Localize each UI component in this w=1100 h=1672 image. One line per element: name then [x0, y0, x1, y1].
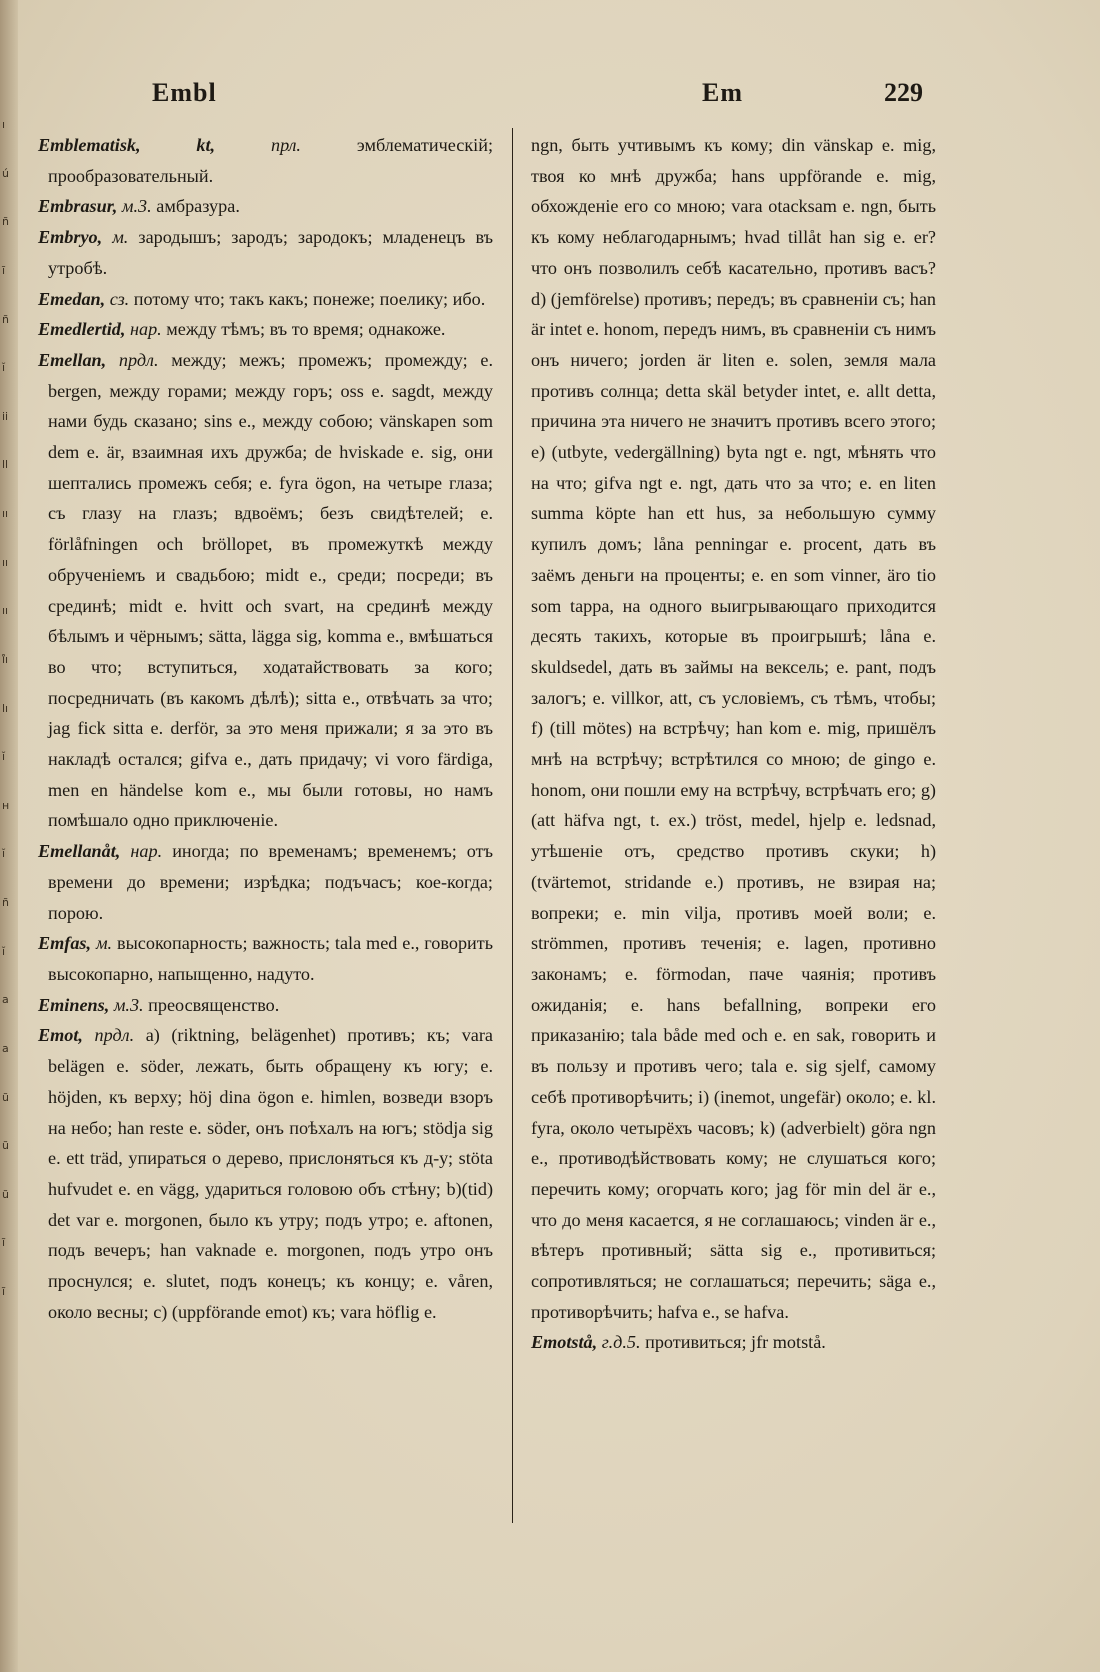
margin-mark: ũ: [2, 1139, 9, 1153]
dictionary-entry: [38, 314, 493, 345]
dictionary-entry: [38, 191, 493, 222]
dictionary-entry: [531, 1327, 936, 1358]
margin-mark: ñ: [2, 312, 9, 326]
entry-definition: амбразура.: [156, 196, 240, 217]
margin-mark: н: [2, 798, 10, 812]
margin-mark: ũ: [2, 1090, 9, 1104]
dictionary-entry: [38, 1020, 493, 1327]
dictionary-entry: [38, 990, 493, 1021]
entry-part-of-speech: м.3.: [113, 994, 144, 1015]
margin-mark: ĭ: [2, 750, 6, 764]
margin-mark: a: [2, 993, 9, 1007]
entry-definition: высокопарность; важность; tala med e., говорить высокопарно, напыщенно, надуто.: [48, 933, 494, 984]
margin-mark: ii: [2, 409, 9, 423]
entry-part-of-speech: нар.: [130, 841, 163, 862]
entry-headword: Emedlertid,: [38, 319, 126, 340]
dictionary-entry: [38, 284, 493, 315]
entry-headword: Embryo,: [38, 227, 103, 248]
margin-mark: ĩ: [2, 1236, 6, 1250]
margin-mark: ĩ: [2, 1285, 6, 1298]
margin-mark: a: [2, 1041, 9, 1055]
header-right-guide: Em: [702, 78, 743, 107]
dictionary-entry: [38, 928, 493, 989]
margin-mark: ll: [2, 458, 9, 472]
margin-mark: ı: [2, 118, 6, 131]
page-number: 229: [884, 78, 923, 107]
margin-mark: ıı: [2, 604, 9, 618]
entry-definition: a) (riktning, belägenhet) противъ; къ; vara belägen e. söder, лежать, быть обращену къ югу; e. höjden, къ верху; höj dina ögon e. himlen, возведи взоръ на небо; han reste e. söder, онъ поѣхалъ на югъ; stödja sig e. ett träd, упираться о дерево, прислоняться къ д-у; stöta hufvudet e. en vägg, удариться головою объ стѣну; b)(tid) det var e. morgonen, было къ утру; подъ утро; e. aftonen, подъ вечеръ; han vaknade e. morgonen, подъ утро онъ проснулся; e. slutet, подъ конецъ; къ концу; e. våren, около весны; c) (uppförande emot) къ; vara höflig e.: [48, 1025, 494, 1322]
entry-headword: Emfas,: [38, 933, 92, 954]
margin-mark: ī: [2, 263, 6, 277]
margin-mark: ıı: [2, 555, 9, 569]
column-divider: [512, 128, 513, 1523]
entry-headword: Eminens,: [38, 994, 110, 1015]
left-column: [38, 130, 493, 1327]
entry-definition: иногда; по временамъ; временемъ; отъ времени до времени; изрѣдка; подъчасъ; коe-когда; порою.: [48, 841, 494, 923]
margin-mark: lı: [2, 701, 9, 715]
margin-mark: ĭ: [2, 944, 6, 958]
entry-headword: Emedan,: [38, 288, 106, 309]
entry-headword: Emellan,: [38, 349, 107, 370]
margin-marks: [2, 118, 18, 1298]
margin-mark: ı̊ı: [2, 652, 9, 666]
entry-part-of-speech: м.3.: [121, 196, 152, 217]
entry-part-of-speech: прдл.: [118, 349, 159, 370]
entry-continuation: ngn, быть учтивымъ къ кому; din vänskap e. mig, твоя ко мнѣ дружба; hans uppförande e. mig, обхожденіе его со мною; vara otacksam e. ngn, быть къ кому неблагодарнымъ; hvad tillåt han sig e. er? что онъ позволилъ себѣ касательно, противъ васъ? d) (jemförelse) противъ; передъ; въ сравненіи съ; han är intet e. honom, передъ нимъ, въ сравненіи съ нимъ онъ ничего; jorden är liten e. solen, земля мала противъ солнца; detta skäl betyder intet, e. allt detta, причина эта ничего не значитъ противъ всего этого; e) (utbyte, vedergällning) byta ngt e. ngt, мѣнять что на что; gifva ngt e. ngt, дать что за что; e. en liten summa köpte han ett hus, за небольшую сумму купилъ домъ; låna penningar e. procent, дать въ заёмъ деньги на проценты; e. en som vinner, äro tio som tappa, на одного выигрывающаго приходится десять такихъ, которые въ проигрышѣ; låna e. skuldsedel, дать въ займы на вексель; e. pant, подъ залогъ; e. villkor, att, съ условіемъ, съ тѣмъ, чтобы; f) (till mötes) на встрѣчу; han kom e. mig, пришёлъ мнѣ на встрѣчу; встрѣтился со мною; de gingo e. honom, они пошли ему на встрѣчу, встрѣчать его; g) (att häfva ngt, t. ex.) tröst, medel, hjelp e. ledsnad, утѣшеніе отъ, средство противъ скуки; h) (tvärtemot, stridande e.) противъ, не взирая на; вопреки; e. min vilja, противъ моей воли; e. strömmen, противъ теченія; e. lagen, противно законамъ; e. förmodan, паче чаянія; противъ ожиданія; e. hans befallning, вопреки его приказанію; tala både med och e. en sak, говорить и въ пользу и противъ чего; tala e. sig sjelf, самому себѣ противорѣчить; i) (inemot, ungefär) около; e. kl. fyra, около четырёхъ часовъ; k) (adverbielt) göra ngn e., противодѣйствовать кому; не слушаться кого; перечить кому; огорчать кого; jag för min del är e., что до меня касается, я не соглашаюсь; vinden är e., вѣтеръ противный; sätta sig e., противиться; сопротивляться; не соглашаться; перечить; säga e., противорѣчить; hafva e., se hafva.: [531, 135, 936, 1322]
margin-mark: ĭ: [2, 847, 6, 861]
entry-headword: Emotstå,: [531, 1332, 598, 1353]
entry-part-of-speech: м.: [112, 227, 129, 248]
entry-part-of-speech: м.: [95, 933, 113, 954]
margin-mark: ñ: [2, 896, 9, 909]
page-header: [40, 78, 1040, 118]
entry-definition: противиться; jfr motstå.: [645, 1332, 826, 1353]
margin-mark: ĭ: [2, 361, 6, 375]
entry-definition: потому что; такъ какъ; понеже; поелику; ибо.: [133, 288, 486, 309]
entry-part-of-speech: сз.: [109, 288, 130, 309]
entry-headword: Embrasur,: [38, 196, 118, 217]
entry-part-of-speech: прл.: [270, 135, 301, 155]
margin-mark: ıı: [2, 507, 9, 520]
margin-mark: ú: [2, 166, 9, 180]
entry-definition: преосвященство.: [148, 994, 280, 1015]
entry-definition: зародышъ; зародъ; зародокъ; младенецъ въ утробѣ.: [48, 227, 494, 278]
right-column: [531, 130, 936, 1358]
entry-part-of-speech: г.д.5.: [601, 1332, 641, 1353]
entry-definition: эмблематическій; прообразовательный.: [48, 135, 494, 186]
entry-headword: Emellanåt,: [38, 841, 121, 862]
dictionary-entry: [38, 345, 493, 836]
dictionary-entry: [38, 836, 493, 928]
dictionary-entry: [38, 130, 493, 191]
entry-definition: между; межъ; промежъ; промежду; e. bergen, между горами; между горъ; oss e. sagdt, между нами будь сказано; sins e., между собою; vänskapen som dem e. är, взаимная ихъ дружба; de hviskade e. sig, они шептались промежъ себя; e. fyra ögon, на четыре глаза; съ глазу на глазъ; вдвоёмъ; безъ свидѣтелей; e. förlåfningen och bröllopet, въ промежуткѣ между обрученіемъ и свадьбою; midt e., среди; посреди; въ срединѣ; midt e. hvitt och svart, на срединѣ между бѣлымъ и чёрнымъ; sätta, lägga sig, komma e., вмѣшаться во что; вступиться, ходатайствовать за кого; посредничать (въ какомъ дѣлѣ); sitta e., отвѣчать за что; jag fick sitta e. derför, за это меня прижали; я за это въ накладѣ остался; gifva e., дать придачу; vi voro färdiga, men en händelse kom e., мы были готовы, но намъ помѣшало одно приключеніе.: [48, 349, 493, 831]
entry-part-of-speech: нар.: [129, 319, 162, 340]
margin-mark: ñ: [2, 215, 9, 229]
entry-headword: Emblematisk, kt,: [38, 135, 216, 155]
header-left-guide: Embl: [152, 78, 217, 107]
entry-headword: Emot,: [38, 1025, 83, 1046]
entry-part-of-speech: прдл.: [94, 1025, 135, 1046]
entry-definition: между тѣмъ; въ то время; однакоже.: [166, 319, 446, 340]
dictionary-entry: [38, 222, 493, 283]
margin-mark: ũ: [2, 1187, 9, 1201]
